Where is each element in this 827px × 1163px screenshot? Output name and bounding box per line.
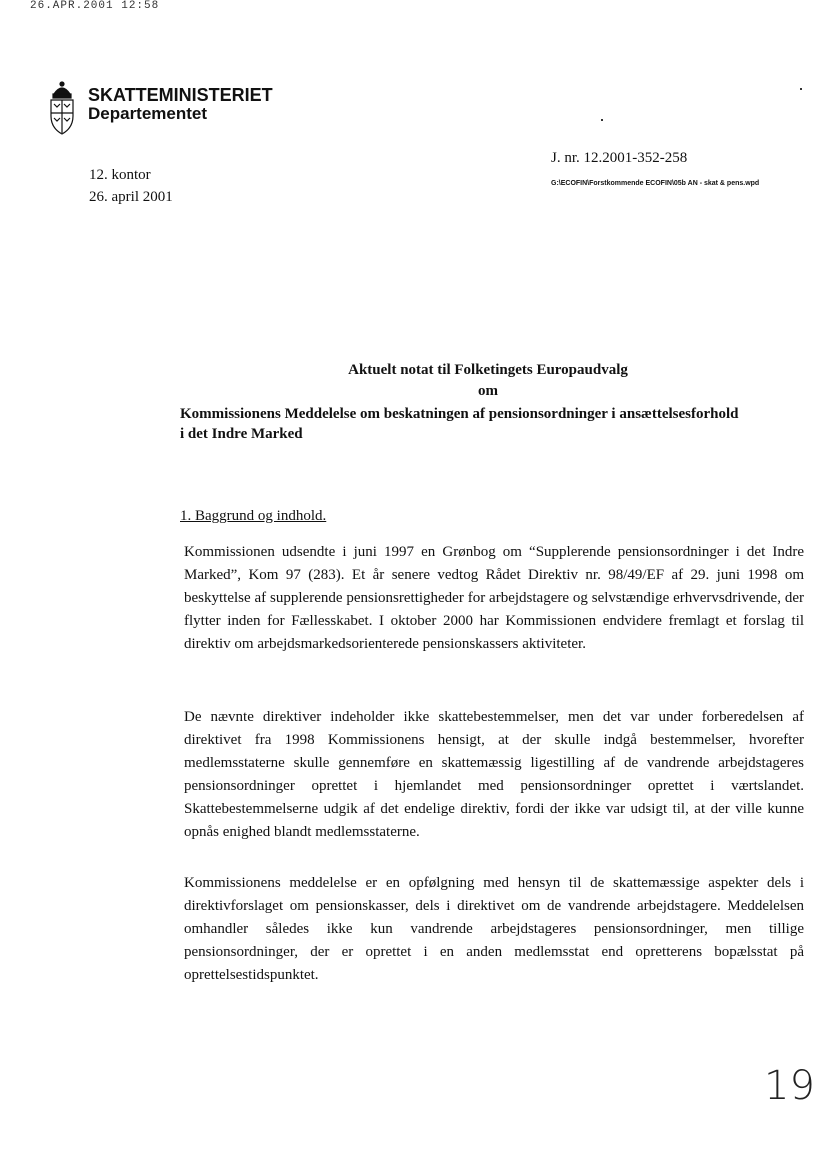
journal-number: J. nr. 12.2001-352-258 bbox=[551, 150, 688, 166]
office-block bbox=[89, 164, 173, 208]
title-line-4: i det Indre Marked bbox=[180, 426, 303, 442]
letterhead bbox=[88, 86, 273, 123]
royal-crest-icon bbox=[47, 80, 77, 136]
paragraph-1: Kommissionen udsendte i juni 1997 en Grønbog om “Supplerende pensionsordninger i det Indre Marked”, Kom 97 (283). Et år senere vedtog Rådet Direktiv nr. 98/49/EF af 29. juni 1998 om beskyttelse af supplerende pensionsrettigheder for arbejdstagere og selvstændige erhvervsdrivende, der flytter inden for Fællesskabet. I oktober 2000 har Kommissionen endvidere fremlagt et forslag til direktiv om arbejdsmarkedsorienterede pensionskassers aktiviteter. bbox=[184, 544, 804, 652]
file-path: G:\ECOFIN\Forstkommende ECOFIN\05b AN - skat & pens.wpd bbox=[551, 180, 760, 187]
office-name: 12. kontor bbox=[89, 167, 151, 183]
paragraph-2: De nævnte direktiver indeholder ikke skattebestemmelser, men det var under forberedelsen af direktivet fra 1998 Kommissionens hensigt, at der skulle indgå bestemmelser, hvorefter medlemsstaterne skulle gennemføre en skattemæssig ligestilling af de vandrende arbejdstageres pensionsordninger oprettet i hjemlandet med pensionsordninger oprettet i værtslandet. Skattebestemmelserne udgik af det endelige direktiv, fordi der ikke var udsigt til, at der ville kunne opnås enighed blandt medlemsstaterne. bbox=[184, 709, 804, 840]
title-line-2: om bbox=[478, 383, 498, 399]
ministry-name: SKATTEMINISTERIET bbox=[88, 85, 273, 105]
title-line-1: Aktuelt notat til Folketingets Europaudvalg bbox=[348, 362, 628, 378]
document-title bbox=[180, 362, 810, 443]
handwritten-page-number: 19 bbox=[764, 1063, 815, 1109]
department-name: Departementet bbox=[88, 103, 208, 123]
scan-speck bbox=[800, 88, 802, 90]
document-date: 26. april 2001 bbox=[89, 189, 173, 205]
title-line-3: Kommissionens Meddelelse om beskatningen af pensionsordninger i ansættelsesforhold bbox=[180, 406, 739, 422]
section-heading: 1. Baggrund og indhold. bbox=[180, 508, 327, 524]
paragraph-3: Kommissionens meddelelse er en opfølgning med hensyn til de skattemæssige aspekter dels i direktivforslaget om pensionskasser, dels i direktivet om de vandrende arbejdstagere. Meddelelsen omhandler således ikke kun vandrende arbejdstageres pensionsordninger, men tillige pensionsordninger, der er oprettet i en anden medlemsstat end opretterens bopælsstat på oprettelsestidspunktet. bbox=[184, 875, 804, 983]
scan-speck bbox=[601, 119, 603, 121]
fax-header: 26.APR.2001 12:58 bbox=[30, 0, 160, 12]
